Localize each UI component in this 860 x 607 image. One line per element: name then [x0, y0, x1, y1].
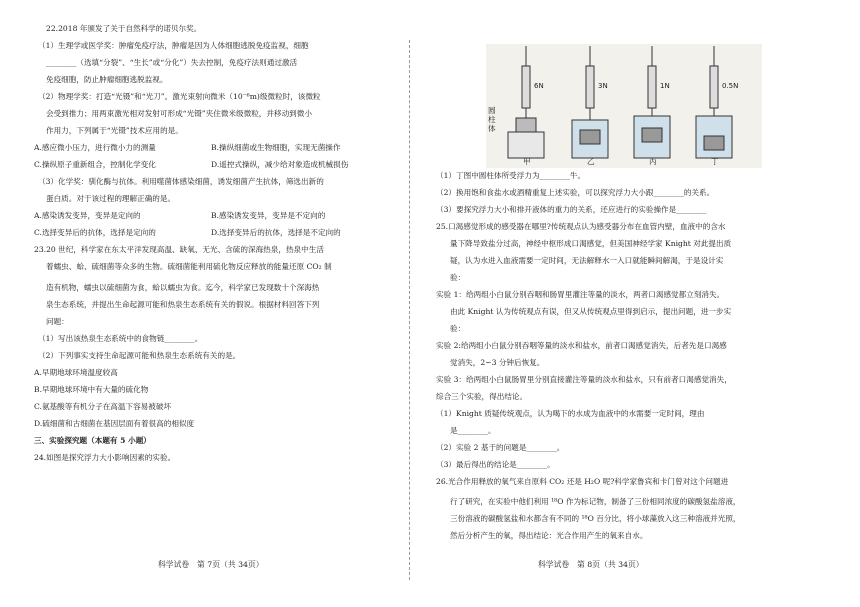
q23-line4: 泉生态系统，并提出生命起源可能和热泉生态系统有关的假说。根据材料回答下列 [46, 300, 320, 309]
q25-line3: 疑，认为水进入血液需要一定时间，无法解释水一入口就能瞬间解渴，于是设计实 [450, 256, 724, 265]
q22-option-b: B.操纵细菌或生物细胞，实现无菌操作 [211, 143, 341, 152]
reading-jia: 6N [534, 82, 544, 90]
caption-yi: 乙 [587, 157, 595, 166]
caption-jia: 甲 [523, 157, 531, 166]
q26-line3: 三份溶液的碳酸氢盐和水都含有不同的 ¹⁸O 百分比，将小球藻放入这三种溶液并光照， [450, 514, 741, 523]
q22-option-c: C.操纵原子重新组合，控制化学变化 [34, 160, 156, 169]
q24-part3: （3）要探究浮力大小和排开液体的重力的关系，还应进行的实验操作是________ [436, 205, 707, 214]
q25-experiment2-line2: 觉消失，2~3 分钟后恢复。 [450, 358, 545, 367]
q22-title: 22.2018 年颁发了关于自然科学的诺贝尔奖。 [46, 24, 202, 33]
q25-experiment2: 实验 2:给两组小白鼠分别吞咽等量的淡水和盐水，前者口渴感觉消失，后者先是口渴感 [436, 341, 727, 350]
q24-intro: 24.如图是探究浮力大小影响因素的实验。 [34, 453, 176, 462]
q23-line2: 着蠕虫、蛤、硫细菌等众多的生物。硫细菌能利用硫化物反应释放的能量还原 CO₂ 制 [46, 262, 332, 271]
q22-part2-line2: 会受到推力；用两束激光相对发射可形成“光镊”夹住微米级微粒，并移动到微小 [46, 109, 312, 118]
q23-part1: （1）写出该热泉生态系统中的食物链________。 [38, 334, 203, 343]
q23-line1: 23.20 世纪，科学家在东太平洋发现高温、缺氧、无光、含硫的深海热泉，热泉中生活 [34, 245, 324, 254]
buoyancy-experiment-figure [486, 44, 762, 168]
q22-part3-option-b: B.感染诱发变异，变异是不定向的 [211, 211, 326, 220]
q23-part2: （2）下列事实支持生命起源可能和热泉生态系统有关的是。 [38, 351, 241, 360]
q22-option-a: A.感应微小压力，进行微小力的测量 [34, 143, 156, 152]
q23-line3: 造有机物，蠕虫以硫细菌为食，蛤以蠕虫为食。迄今，科学家已发现数十个深海热 [46, 283, 320, 292]
page-divider [409, 40, 410, 580]
right-page-footer: 科学试卷 第 8页（共 34页） [538, 560, 644, 569]
caption-ding: 丁 [711, 157, 719, 166]
q25-part2: （2）实验 2 基于的问题是________。 [436, 443, 565, 452]
q25-line4: 验： [450, 273, 466, 282]
q22-part2-line1: （2）物理学奖：打造“光镊”和“光刀”。激光束射向微米（10⁻⁶m)级微粒时，该微粒 [38, 92, 321, 101]
reading-bing: 1N [660, 82, 670, 90]
q25-part1-line2: 是________。 [450, 426, 496, 435]
q25-experiment3-line2: 综合三个实验，得出结论。 [436, 392, 528, 401]
caption-bing: 丙 [649, 157, 657, 166]
q22-part3-line2: 蛋白质。对于该过程的理解正确的是。 [46, 194, 176, 203]
q22-part1-line3: 免疫细胞，防止肿瘤细胞逃脱监视。 [46, 75, 168, 84]
reading-ding: 0.5N [722, 82, 739, 90]
q22-part3-line1: （3）化学奖：驯化酶与抗体。利用噬菌体感染细菌，诱发细菌产生抗体，筛选出新的 [38, 177, 324, 186]
q24-part2: （2）换用饱和食盐水或酒精重复上述实验，可以探究浮力大小跟________的关系。 [436, 188, 715, 197]
cylinder-label: 圆柱体 [488, 106, 496, 133]
q23-option-b: B.早期地球环境中有大量的硫化物 [34, 385, 149, 394]
q24-part1: （1）丁图中圆柱体所受浮力为________牛。 [436, 171, 586, 180]
q25-part3: （3）最后得出的结论是________。 [436, 460, 555, 469]
buoyancy-figure-drawing [486, 44, 762, 168]
q25-experiment1: 实验 1：给两组小白鼠分别吞咽和肠胃里灌注等量的淡水，两者口渴感觉都立刻消失。 [436, 290, 725, 299]
reading-yi: 3N [598, 82, 608, 90]
q26-line4: 然后分析产生的氧，得出结论：光合作用产生的氧来自水。 [450, 531, 648, 540]
q25-part1: （1）Knight 质疑传统观点，认为喝下的水成为血液中的水需要一定时间，理由 [436, 409, 705, 418]
q25-experiment1-line2: 由此 Knight 认为传统观点有误，但又从传统观点里得到启示，提出问题，进一步实 [450, 307, 732, 316]
q22-part3-option-c: C.选择变异后的抗体，选择是定向的 [34, 228, 156, 237]
q23-option-a: A.早期地球环境温度较高 [34, 368, 118, 377]
q25-experiment1-line3: 验： [450, 324, 466, 333]
q22-option-d: D.遥控式操纵，减少给对象造成机械损伤 [211, 160, 349, 169]
q23-option-c: C.氨基酸等有机分子在高温下容易被破坏 [34, 402, 172, 411]
q25-line1: 25.口渴感觉形成的感受器在哪里?传统观点认为感受器分布在血管内壁，血液中的含水 [436, 222, 726, 231]
q23-option-d: D.硫细菌和古细菌在基因层面有着很高的相似度 [34, 419, 195, 428]
right-page [420, 0, 860, 607]
q26-line2: 行了研究，在实验中他们利用 ¹⁸O 作为标记物，制备了三份相同浓度的碳酸氢盐溶液， [450, 497, 741, 506]
q22-part1-line2: ________（选填“分裂”、“生长”或“分化”）失去控制，免疫疗法则通过激活 [46, 58, 298, 67]
q22-part1-line1: （1）生理学或医学奖：肿瘤免疫疗法，肿瘤是因为人体细胞逃脱免疫监视，细胞 [38, 41, 309, 50]
left-page [0, 0, 410, 607]
q25-line2: 量下降导致盐分过高，神经中枢形成口渴感觉，但美国神经学家 Knight 对此提出质 [450, 239, 732, 248]
q26-line1: 26.光合作用释放的氧气来自原料 CO₂ 还是 H₂O 呢?科学家鲁宾和卡门曾对这个问题进 [436, 477, 729, 486]
q25-experiment3: 实验 3：给两组小白鼠肠胃里分别直接灌注等量的淡水和盐水，只有前者口渴感觉消失， [436, 375, 732, 384]
section3-heading: 三、实验探究题（本题有 5 小题） [34, 436, 151, 445]
q23-line5: 问题： [46, 317, 69, 326]
q22-part3-option-a: A.感染诱发变异，变异是定向的 [34, 211, 141, 220]
q22-part2-line3: 作用力，下列属于“光镊”技术应用的是。 [46, 126, 183, 135]
left-page-footer: 科学试卷 第 7页（共 34页） [158, 560, 264, 569]
q22-part3-option-d: D.选择变异后的抗体，选择是不定向的 [211, 228, 341, 237]
